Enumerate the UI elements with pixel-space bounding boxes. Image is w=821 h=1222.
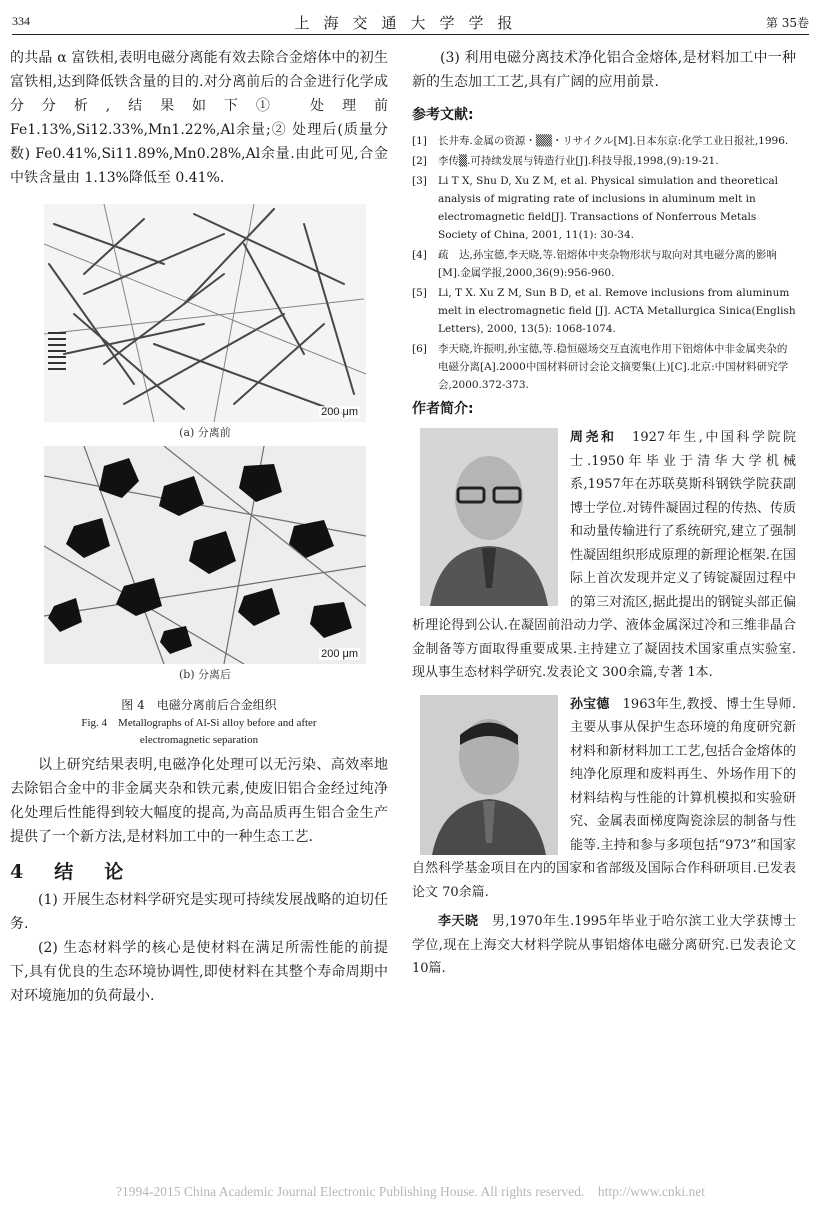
reference-number: [1] bbox=[412, 135, 427, 147]
reference-text: 疏 达,孙宝德,李天晓,等.铝熔体中夹杂物形状与取向对其电磁分离的影响[M].金属学报,2000,36(9):956-960. bbox=[438, 249, 777, 279]
figure-4 bbox=[44, 204, 366, 682]
figure-caption-cn: 图 4 电磁分离前后合金组织 bbox=[121, 698, 277, 712]
author-photo bbox=[420, 695, 558, 855]
reference-text: 长井寿.金属の资源・▒▒・リサイクル[M].日本东京:化学工业日报社,1996. bbox=[438, 135, 789, 147]
reference-item bbox=[412, 246, 796, 282]
author-portrait bbox=[420, 695, 558, 855]
author-name: 孙宝德 bbox=[570, 696, 610, 712]
reference-text: 李天晓,许振明,孙宝德,等.稳恒磁场交互直流电作用下铝熔体中非金属夹杂的电磁分离[A].2000中国材料研讨会论文摘要集(上)[C].北京:中国材料研究学会,2000.372-373. bbox=[438, 343, 789, 391]
conclusion-item: (1) 开展生态材料学研究是实现可持续发展战略的迫切任务. bbox=[10, 892, 388, 932]
reference-text: 李传▒.可持续发展与铸造行业[J].科技导报,1998,(9):19-21. bbox=[438, 155, 719, 167]
volume-label: 第 35卷 bbox=[765, 16, 809, 30]
body-paragraph: 以上研究结果表明,电磁净化处理可以无污染、高效率地去除铝合金中的非金属夹杂和铁元素,使废旧铝合金经过纯净化处理后性能得到较大幅度的提高,为高品质再生铝合金生产提供了一个新方法,是材料加工中的一种生态工艺. bbox=[10, 757, 388, 845]
author-bio-text bbox=[412, 910, 796, 981]
scale-bar-label: 200 μm bbox=[321, 406, 358, 418]
author-photo bbox=[420, 428, 558, 606]
micrograph-after bbox=[44, 446, 366, 664]
reference-number: [3] bbox=[412, 175, 427, 187]
subfigure-caption: (a) 分离前 bbox=[179, 426, 231, 439]
references-heading: 参考文献: bbox=[412, 107, 474, 123]
reference-list bbox=[412, 132, 796, 394]
left-column bbox=[10, 46, 388, 1008]
micrograph-after-image bbox=[44, 446, 366, 664]
subfigure-caption: (b) 分离后 bbox=[178, 668, 232, 681]
reference-item bbox=[412, 284, 796, 338]
scale-bar-label: 200 μm bbox=[321, 648, 358, 660]
reference-item bbox=[412, 152, 796, 170]
page-number: 334 bbox=[12, 14, 30, 28]
reference-number: [2] bbox=[412, 155, 427, 167]
journal-title: 上海交通大学学报 bbox=[294, 14, 527, 32]
reference-item bbox=[412, 132, 796, 150]
reference-number: [5] bbox=[412, 287, 427, 299]
author-bio bbox=[412, 693, 796, 905]
author-name: 李天晓 bbox=[438, 914, 479, 929]
reference-item bbox=[412, 172, 796, 244]
author-description: 男,1970年生.1995年毕业于哈尔滨工业大学获博士学位,现在上海交大材料学院从事铝熔体电磁分离研究.已发表论文 10篇. bbox=[412, 914, 796, 976]
body-paragraph: 的共晶 α 富铁相,表明电磁分离能有效去除合金熔体中的初生富铁相,达到降低铁含量的目的.对分离前后的合金进行化学成分分析,结果如下① 处理前 Fe1.13%,Si12.33%,Mn1.22%,Al余量;② 处理后(质量分数) Fe0.41%,Si11.89%,Mn0.28%,Al余量.由此可见,合金中铁含量由 1.13%降低至 0.41%. bbox=[10, 50, 388, 186]
author-description: 1927年生,中国科学院院士.1950年毕业于清华大学机械系,1957年在苏联莫斯科钢铁学院获副博士学位.对铸件凝固过程的传热、传质和动量传输进行了系统研究,建立了强制性凝固组织形成原理的新理论框架.在国际上首次发现并定义了铸锭凝固过程中的第三对流区,据此提出的钢锭头部正偏析理论得到公认.在凝固前沿动力学、液体金属深过冷和三维非晶合金制备等方面取得重要成果.主持建立了凝固技术国家重点实验室.现从事生态材料学研究.发表论文 300余篇,专著 1本. bbox=[412, 430, 796, 680]
author-bio bbox=[412, 426, 796, 685]
micrograph-before-image bbox=[44, 204, 366, 422]
right-column bbox=[412, 46, 796, 981]
section-heading: 4 结 论 bbox=[10, 861, 130, 883]
reference-number: [6] bbox=[412, 343, 427, 355]
author-description: 1963年生,教授、博士生导师.主要从事从保护生态环境的角度研究新材料和新材料加工工艺,包括合金熔体的纯净化原理和废料再生、外场作用下的材料结构与性能的计算机模拟和实验研究、金属表面梯度陶瓷涂层的制备与性能等.主持和参与多项包括“973”和国家自然科学基金项目在内的国家和省部级及国际合作科研项目.已发表论文 70余篇. bbox=[412, 696, 796, 900]
copyright-footer: ?1994-2015 China Academic Journal Electronic Publishing House. All rights reserved. http://www.cnki.net bbox=[116, 1184, 705, 1199]
figure-caption-en: Fig. 4 Metallographs of Al-Si alloy before and after electromagnetic separation bbox=[81, 717, 317, 746]
reference-item bbox=[412, 340, 796, 394]
micrograph-before bbox=[44, 204, 366, 422]
author-name: 周尧和 bbox=[570, 430, 617, 445]
author-portrait bbox=[420, 428, 558, 606]
conclusion-item: (3) 利用电磁分离技术净化铝合金熔体,是材料加工中一种新的生态加工工艺,具有广阔的应用前景. bbox=[412, 50, 796, 90]
reference-text: Li, T X. Xu Z M, Sun B D, et al. Remove inclusions from aluminum melt in electromagnetic field [J]. ACTA Metallurgica Sinica(English Letters), 2000, 13(5): 1068-1074. bbox=[438, 287, 796, 335]
conclusion-item: (2) 生态材料学的核心是使材料在满足所需性能的前提下,具有优良的生态环境协调性,即使材料在其整个寿命周期中对环境施加的负荷最小. bbox=[10, 940, 388, 1004]
reference-text: Li T X, Shu D, Xu Z M, et al. Physical simulation and theoretical analysis of migrating rate of inclusions in aluminum melt in electromagnetic field[J]. Transactions of Nonferrous Metals Society of China, 2001, 11(1): 30-34. bbox=[438, 175, 778, 241]
author-heading: 作者简介: bbox=[412, 401, 474, 417]
reference-number: [4] bbox=[412, 249, 427, 261]
page-header bbox=[12, 12, 809, 35]
